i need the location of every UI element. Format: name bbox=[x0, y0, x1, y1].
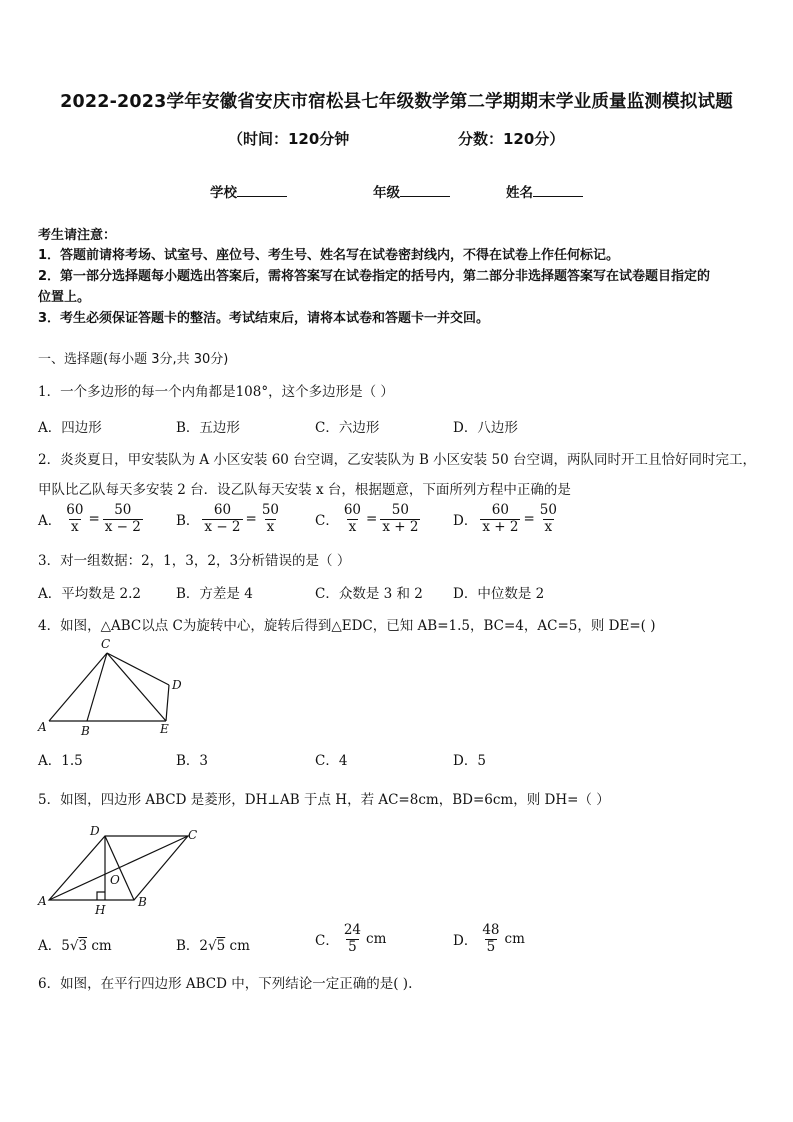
school-field bbox=[210, 181, 287, 201]
numerator: 60 bbox=[343, 502, 362, 518]
q2-option-d-label: D． bbox=[453, 513, 478, 530]
q1-option-d: D．八边形 bbox=[453, 420, 518, 436]
q1-option-a: A．四边形 bbox=[38, 420, 102, 436]
q2-d-left-fraction bbox=[480, 503, 520, 535]
segment-cd bbox=[107, 653, 169, 685]
point-label-c: C bbox=[101, 637, 111, 651]
numerator: 48 bbox=[482, 922, 500, 938]
q4-option-b: B．3 bbox=[176, 753, 209, 769]
q5-option-d-label: D． bbox=[453, 933, 478, 950]
radicand: 3 bbox=[78, 938, 88, 954]
numerator: 60 bbox=[66, 502, 84, 518]
school-label: 学校 bbox=[210, 185, 237, 201]
school-blank bbox=[237, 184, 287, 197]
name-field bbox=[506, 181, 583, 201]
unit: cm bbox=[366, 931, 387, 948]
notice-line-2: 2．第一部分选择题每小题选出答案后，需将答案写在试卷指定的括号内，第二部分非选择题答案写在试卷题目指定的 bbox=[38, 269, 711, 284]
q2-d-right-fraction bbox=[538, 503, 559, 535]
denominator: x bbox=[544, 518, 553, 535]
denominator: x + 2 bbox=[482, 518, 519, 535]
q2-option-c bbox=[315, 503, 420, 535]
q2-c-left-fraction bbox=[342, 503, 363, 535]
q2-option-c-label: C． bbox=[315, 513, 339, 530]
point-label-b: B bbox=[138, 895, 147, 909]
equals-sign: = bbox=[88, 511, 100, 528]
notice-line-1: 1．答题前请将考场、试室号、座位号、考生号、姓名写在试卷密封线内，不得在试卷上作任何标记。 bbox=[38, 248, 620, 263]
q5-option-b bbox=[176, 934, 250, 954]
section-heading: 一、选择题(每小题 3分,共 30分) bbox=[38, 352, 229, 367]
q2-c-right-fraction bbox=[380, 503, 420, 535]
q2-a-left-fraction bbox=[64, 503, 85, 535]
denominator: x bbox=[348, 518, 357, 535]
q2-a-right-fraction bbox=[103, 503, 143, 535]
equals-sign: = bbox=[523, 511, 535, 528]
numerator: 24 bbox=[343, 922, 362, 938]
grade-label: 年级 bbox=[373, 185, 400, 201]
point-label-b: B bbox=[81, 724, 90, 738]
right-angle-mark bbox=[97, 892, 105, 900]
diagonal-bd bbox=[105, 836, 134, 900]
notice-heading: 考生请注意： bbox=[38, 228, 117, 243]
equals-sign: = bbox=[245, 511, 257, 528]
question-1: 1．一个多边形的每一个内角都是108°，这个多边形是（ ） bbox=[38, 384, 394, 400]
denominator: 5 bbox=[486, 938, 496, 955]
q5-option-a bbox=[38, 934, 112, 954]
segment-bc bbox=[87, 653, 107, 721]
q5-c-fraction bbox=[342, 923, 363, 955]
coefficient: 2 bbox=[199, 938, 209, 954]
notice-line-3: 3．考生必须保证答题卡的整洁。考试结束后，请将本试卷和答题卡一并交回。 bbox=[38, 311, 490, 326]
numerator: 60 bbox=[213, 502, 232, 518]
q2-b-right-fraction bbox=[260, 503, 281, 535]
q3-option-b: B．方差是 4 bbox=[176, 586, 253, 602]
point-label-o: O bbox=[110, 873, 120, 887]
point-label-h: H bbox=[95, 903, 106, 917]
q5-option-d bbox=[453, 923, 525, 955]
q5-rhombus-figure bbox=[30, 820, 210, 920]
segment-ce bbox=[107, 653, 166, 721]
denominator: x − 2 bbox=[204, 518, 241, 535]
q4-triangle-figure bbox=[30, 634, 200, 740]
radicand: 5 bbox=[216, 938, 226, 954]
sqrt-symbol: √ bbox=[208, 938, 217, 954]
denominator: x bbox=[71, 518, 79, 535]
name-blank bbox=[533, 184, 583, 197]
question-6: 6．如图，在平行四边形 ABCD 中，下列结论一定正确的是( ). bbox=[38, 976, 413, 992]
name-label: 姓名 bbox=[506, 185, 533, 201]
numerator: 50 bbox=[114, 502, 132, 518]
q2-option-a-label: A． bbox=[38, 513, 62, 530]
q1-option-c: C．六边形 bbox=[315, 420, 380, 436]
unit: cm bbox=[229, 938, 250, 954]
q5-d-fraction bbox=[480, 923, 501, 955]
point-label-e: E bbox=[160, 722, 169, 736]
denominator: x − 2 bbox=[104, 518, 141, 535]
denominator: x + 2 bbox=[382, 518, 419, 535]
q5-option-c-label: C． bbox=[315, 933, 339, 950]
q2-option-b-label: B． bbox=[176, 513, 200, 530]
point-label-d: D bbox=[172, 678, 182, 692]
question-5: 5．如图，四边形 ABCD 是菱形，DH⊥AB 于点 H，若 AC=8cm，BD=6cm，则 DH=（ ） bbox=[38, 792, 610, 808]
grade-field bbox=[373, 181, 450, 201]
numerator: 60 bbox=[491, 502, 509, 518]
q2-option-a bbox=[38, 503, 143, 535]
q3-option-d: D．中位数是 2 bbox=[453, 586, 545, 602]
grade-blank bbox=[400, 184, 450, 197]
q2-option-d bbox=[453, 503, 559, 535]
denominator: 5 bbox=[348, 938, 357, 955]
numerator: 50 bbox=[539, 502, 557, 518]
question-4: 4．如图，△ABC以点 C为旋转中心，旋转后得到△EDC，已知 AB=1.5，BC=4，AC=5，则 DE=( ) bbox=[38, 618, 656, 634]
notice-line-2-cont: 位置上。 bbox=[38, 290, 91, 305]
diagonal-ac bbox=[49, 836, 188, 900]
unit: cm bbox=[91, 938, 112, 954]
sqrt-symbol: √ bbox=[69, 938, 79, 954]
exam-score: 分数：120分） bbox=[458, 130, 565, 148]
q5-option-b-label: B． bbox=[176, 938, 200, 954]
q3-option-c: C．众数是 3 和 2 bbox=[315, 586, 423, 602]
q3-option-a: A．平均数是 2.2 bbox=[38, 586, 142, 602]
numerator: 50 bbox=[391, 502, 409, 518]
q1-option-b: B．五边形 bbox=[176, 420, 240, 436]
q5-figure-lines bbox=[49, 836, 188, 900]
unit: cm bbox=[504, 931, 525, 948]
q4-option-d: D．5 bbox=[453, 753, 486, 769]
q4-option-a: A．1.5 bbox=[38, 753, 83, 769]
point-label-c: C bbox=[188, 828, 198, 842]
equals-sign: = bbox=[366, 511, 378, 528]
exam-time: （时间：120分钟 bbox=[228, 130, 350, 148]
coefficient: 5 bbox=[61, 938, 70, 954]
question-2-line-2: 甲队比乙队每天多安装 2 台．设乙队每天安装 x 台，根据题意，下面所列方程中正确的是 bbox=[38, 482, 571, 498]
question-3: 3．对一组数据：2，1，3，2，3分析错误的是（ ） bbox=[38, 553, 351, 569]
point-label-d: D bbox=[90, 824, 100, 838]
q5-option-a-label: A． bbox=[38, 938, 62, 954]
page-title: 2022-2023学年安徽省安庆市宿松县七年级数学第二学期期末学业质量监测模拟试题 bbox=[60, 92, 733, 112]
q2-option-b bbox=[176, 503, 281, 535]
numerator: 50 bbox=[261, 502, 280, 518]
q4-option-c: C．4 bbox=[315, 753, 348, 769]
question-2-line-1: 2．炎炎夏日，甲安装队为 A 小区安装 60 台空调，乙安装队为 B 小区安装 50 台空调，两队同时开工且恰好同时完工， bbox=[38, 452, 756, 468]
q4-figure-lines bbox=[49, 653, 169, 721]
denominator: x bbox=[266, 518, 275, 535]
point-label-a: A bbox=[38, 894, 47, 908]
point-label-a: A bbox=[38, 720, 47, 734]
q5-option-c bbox=[315, 923, 386, 955]
segment-ac bbox=[49, 653, 107, 721]
segment-de bbox=[166, 685, 169, 721]
q2-b-left-fraction bbox=[202, 503, 242, 535]
